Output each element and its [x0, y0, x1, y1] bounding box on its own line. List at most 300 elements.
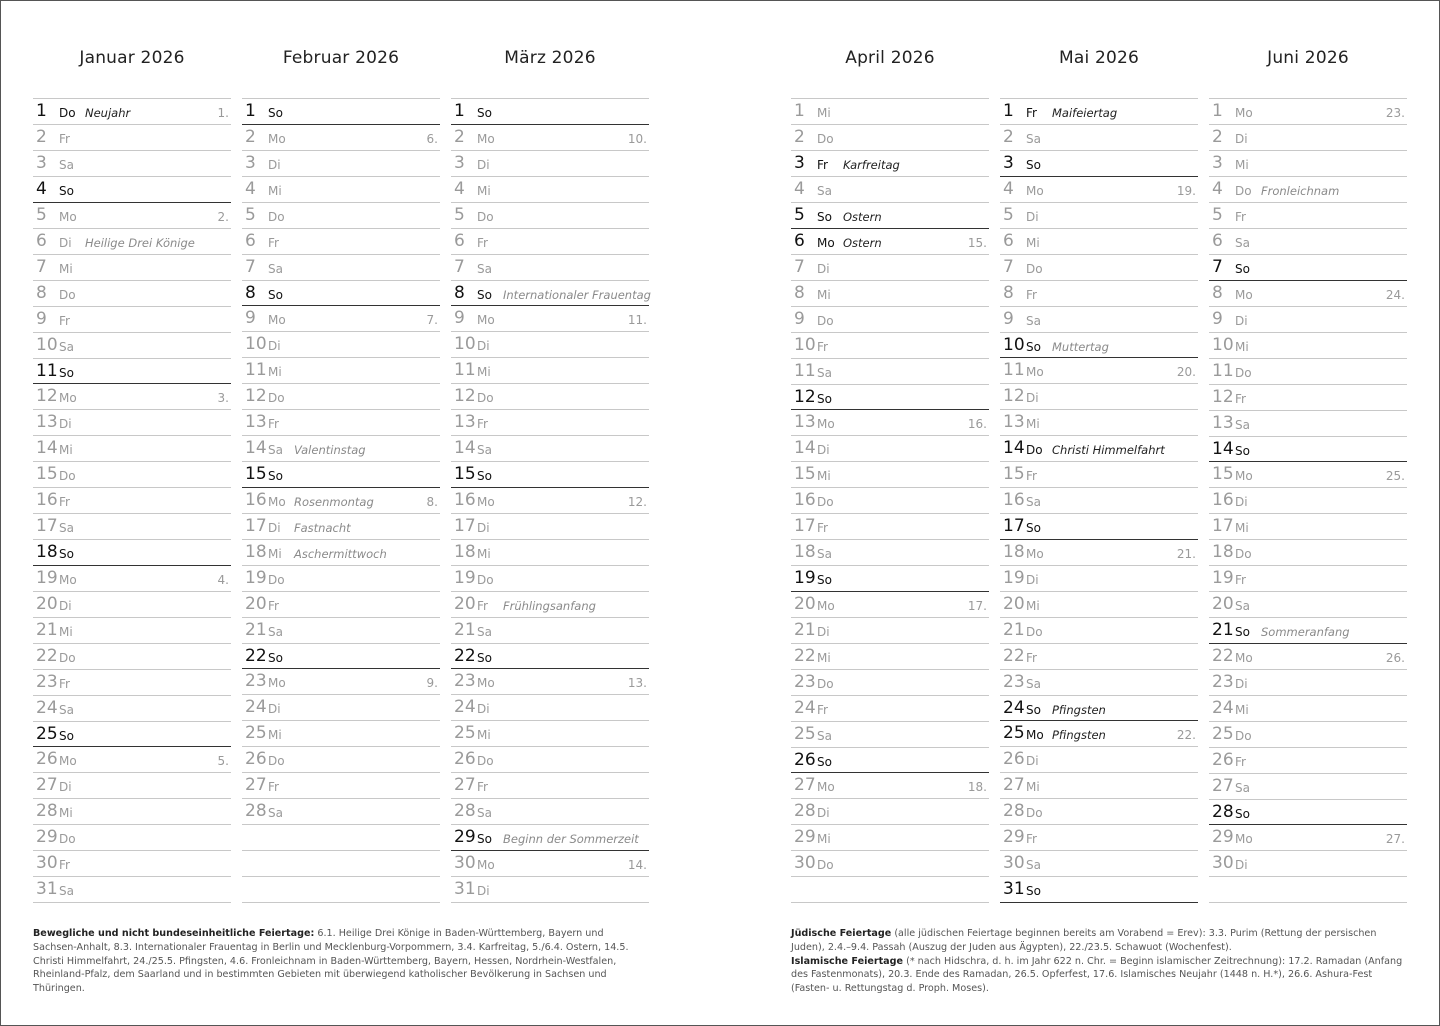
day-row: [791, 333, 989, 359]
day-number: 28: [1212, 801, 1234, 822]
day-row: [1000, 333, 1198, 359]
weekday-label: Sa: [1026, 313, 1041, 328]
day-row: [33, 281, 231, 307]
day-number: 19: [1212, 568, 1234, 588]
weekday-label: Di: [59, 417, 72, 431]
event-label: Christi Himmelfahrt: [1052, 443, 1165, 457]
day-number: 10: [1003, 334, 1025, 355]
weekday-label: Sa: [1235, 236, 1250, 250]
weekday-label: Di: [817, 443, 830, 457]
day-number: 24: [794, 697, 816, 718]
weekday-label: Sa: [1026, 495, 1041, 509]
weekday-label: Mi: [268, 183, 282, 198]
day-row: [33, 410, 231, 436]
day-row: [242, 436, 440, 462]
day-number: 31: [1003, 879, 1025, 899]
day-number: 6: [454, 230, 465, 251]
weekday-label: Fr: [817, 158, 828, 172]
weekday-label: So: [268, 650, 283, 665]
day-row: [451, 592, 649, 618]
weekday-label: Fr: [477, 235, 488, 250]
event-label: Pfingsten: [1052, 702, 1106, 717]
day-number: 18: [454, 541, 476, 562]
weekday-label: Do: [59, 287, 76, 302]
weekday-label: So: [1235, 443, 1250, 458]
weekday-label: So: [1026, 158, 1041, 172]
day-row: [451, 332, 649, 358]
day-number: 3: [1212, 153, 1223, 173]
weekday-label: Di: [817, 624, 830, 639]
day-number: 14: [794, 438, 816, 458]
weekday-label: Di: [59, 598, 72, 613]
day-number: 15: [36, 464, 58, 484]
day-number: 10: [794, 334, 816, 355]
weekday-label: Sa: [817, 365, 832, 380]
day-row: [1209, 696, 1407, 722]
day-number: 17: [454, 515, 476, 536]
weekday-label: Do: [817, 858, 834, 872]
weekday-label: Mi: [477, 728, 491, 742]
day-number: 11: [1003, 360, 1025, 380]
month-title: April 2026: [845, 48, 935, 68]
weekday-label: Sa: [1235, 599, 1250, 613]
day-number: 4: [794, 179, 805, 199]
day-number: 6: [1003, 230, 1014, 251]
day-row: [242, 99, 440, 125]
day-number: 7: [245, 256, 256, 277]
day-number: 12: [794, 386, 816, 407]
weekday-label: Mo: [1026, 183, 1044, 198]
weekday-label: Sa: [477, 624, 492, 639]
day-row: [242, 384, 440, 410]
weekday-label: Mo: [268, 313, 286, 327]
day-row: [242, 799, 440, 825]
day-number: 19: [36, 567, 58, 588]
weekday-label: Do: [1235, 184, 1252, 198]
day-number: 14: [1003, 438, 1025, 458]
day-row: [242, 151, 440, 177]
footnote-right: [791, 927, 1406, 996]
day-row: [1209, 177, 1407, 203]
day-number: 4: [1212, 179, 1223, 199]
day-number: 22: [1212, 645, 1234, 666]
weekday-label: Mo: [1026, 546, 1044, 561]
week-number: 11.: [627, 313, 647, 327]
weekday-label: Sa: [477, 261, 492, 276]
day-row: [242, 306, 440, 332]
week-number: 13.: [627, 676, 647, 690]
weekday-label: Do: [1026, 261, 1043, 276]
weekday-label: Mo: [817, 780, 835, 794]
day-row: [451, 488, 649, 514]
weekday-label: Mi: [1026, 417, 1040, 431]
event-label: Frühlingsanfang: [503, 598, 596, 613]
day-row: [451, 747, 649, 773]
weekday-label: So: [477, 287, 492, 302]
day-row: [33, 255, 231, 281]
day-row: [1209, 774, 1407, 800]
day-row: [242, 566, 440, 592]
weekday-label: Mi: [1026, 598, 1040, 613]
day-row: [1209, 125, 1407, 151]
day-row: [451, 566, 649, 592]
weekday-label: Mo: [59, 391, 77, 405]
weekday-label: Di: [817, 806, 830, 820]
weekday-label: So: [477, 832, 492, 846]
weekday-label: Mi: [59, 443, 73, 457]
day-row: [33, 618, 231, 644]
day-row: [33, 851, 231, 877]
day-number: 8: [794, 282, 805, 303]
day-row: [1209, 307, 1407, 333]
day-number: 30: [36, 853, 58, 873]
weekday-label: Do: [268, 391, 285, 405]
day-number: 16: [454, 489, 476, 510]
week-number: 26.: [1385, 650, 1405, 665]
day-row: [33, 592, 231, 618]
day-number: 12: [1212, 386, 1234, 407]
weekday-label: Sa: [817, 184, 832, 198]
event-label: Pfingsten: [1052, 728, 1106, 742]
day-number: 12: [245, 386, 267, 406]
day-number: 13: [794, 412, 816, 432]
day-number: 3: [794, 153, 805, 173]
day-number: 15: [1003, 464, 1025, 484]
day-row: [33, 696, 231, 722]
day-row: [791, 436, 989, 462]
day-row: [33, 333, 231, 359]
day-row: [33, 514, 231, 540]
day-number: 29: [36, 827, 58, 847]
day-number: 6: [1212, 231, 1223, 251]
day-row: [33, 462, 231, 488]
day-row: [1000, 773, 1198, 799]
day-row: [1209, 333, 1407, 359]
weekday-label: Do: [477, 572, 494, 587]
day-number: 26: [454, 749, 476, 769]
weekday-label: Mi: [817, 106, 831, 120]
day-number: 24: [245, 697, 267, 717]
day-row: [1000, 877, 1198, 903]
day-number: 28: [454, 801, 476, 821]
day-row: [451, 255, 649, 281]
day-number: 2: [794, 127, 805, 147]
weekday-label: Di: [1235, 495, 1248, 509]
footnote-islamic-heading: Islamische Feiertage: [791, 955, 904, 967]
week-number: 6.: [426, 131, 438, 146]
day-number: 14: [36, 438, 58, 458]
day-number: 13: [36, 412, 58, 432]
day-number: 11: [794, 360, 816, 381]
day-row: [1000, 618, 1198, 644]
day-row: [1000, 255, 1198, 281]
weekday-label: Fr: [59, 676, 70, 691]
weekday-label: Di: [59, 235, 72, 250]
weekday-label: Do: [59, 650, 76, 665]
event-label: Rosenmontag: [294, 494, 374, 509]
weekday-label: Do: [1235, 365, 1252, 380]
weekday-label: So: [1235, 806, 1250, 821]
event-label: Aschermittwoch: [294, 546, 387, 561]
weekday-label: Fr: [1235, 754, 1246, 769]
weekday-label: Fr: [1026, 832, 1037, 846]
day-number: 30: [1003, 853, 1025, 873]
weekday-label: Di: [1235, 676, 1248, 691]
weekday-label: Fr: [59, 132, 70, 146]
day-row: [1000, 125, 1198, 151]
day-row: [791, 462, 989, 488]
day-row: [451, 151, 649, 177]
day-list: [242, 98, 440, 903]
day-row: [1000, 281, 1198, 307]
day-number: 21: [454, 619, 476, 640]
day-number: 5: [36, 204, 47, 225]
day-number: 23: [1212, 671, 1234, 692]
day-number: 4: [245, 178, 256, 199]
month-title: Januar 2026: [79, 48, 185, 68]
weekday-label: Mo: [268, 676, 286, 690]
day-row: [33, 877, 231, 903]
day-row: [242, 332, 440, 358]
day-number: 22: [245, 645, 267, 666]
weekday-label: Do: [1235, 547, 1252, 561]
event-label: Heilige Drei Könige: [85, 235, 195, 250]
weekday-label: Sa: [1026, 132, 1041, 146]
day-number: 25: [454, 723, 476, 743]
week-number: 24.: [1385, 287, 1405, 302]
day-row: [33, 488, 231, 514]
day-row: [1209, 255, 1407, 281]
day-number: 23: [794, 671, 816, 692]
weekday-label: Fr: [477, 417, 488, 431]
day-number: 21: [36, 619, 58, 640]
day-number: 3: [454, 152, 465, 173]
day-row: [33, 799, 231, 825]
day-number: 23: [1003, 671, 1025, 692]
day-row: [1000, 307, 1198, 333]
day-number: 30: [454, 852, 476, 873]
day-number: 20: [1003, 593, 1025, 614]
day-number: 5: [1212, 205, 1223, 225]
day-number: 14: [1212, 438, 1234, 459]
day-row: [242, 618, 440, 644]
day-row: [33, 825, 231, 851]
day-row: [33, 125, 231, 151]
day-row: [791, 99, 989, 125]
day-row: [1209, 514, 1407, 540]
weekday-label: Mo: [268, 494, 286, 509]
day-row: [791, 644, 989, 670]
day-number: 8: [245, 282, 256, 303]
day-number: 5: [794, 205, 805, 225]
day-row: [451, 229, 649, 255]
day-number: 16: [794, 490, 816, 510]
weekday-label: Di: [477, 339, 490, 353]
day-row: [1209, 722, 1407, 748]
weekday-label: Do: [477, 754, 494, 768]
weekday-label: Di: [59, 780, 72, 794]
day-row: [33, 203, 231, 229]
weekday-label: Di: [268, 339, 281, 353]
day-number: 26: [245, 749, 267, 769]
day-number: 15: [794, 464, 816, 484]
day-number: 30: [1212, 853, 1234, 873]
weekday-label: Fr: [1026, 106, 1037, 120]
weekday-label: Di: [1235, 313, 1248, 328]
day-number: 20: [454, 593, 476, 614]
weekday-label: Di: [1235, 132, 1248, 146]
day-row: [1000, 99, 1198, 125]
day-row: [451, 281, 649, 307]
weekday-label: Fr: [817, 339, 828, 354]
day-row: [242, 410, 440, 436]
weekday-label: Fr: [817, 702, 828, 717]
weekday-label: Mo: [817, 235, 835, 250]
day-number: 3: [1003, 153, 1014, 173]
day-number: 25: [1003, 723, 1025, 743]
weekday-label: Mi: [268, 728, 282, 742]
day-row: [242, 488, 440, 514]
empty-day-row: [242, 877, 440, 903]
day-row: [1000, 851, 1198, 877]
day-number: 16: [36, 490, 58, 510]
day-row: [1209, 151, 1407, 177]
day-row: [242, 125, 440, 151]
day-row: [242, 358, 440, 384]
day-row: [1209, 825, 1407, 851]
footnote-left: [33, 927, 645, 996]
day-row: [791, 825, 989, 851]
empty-day-row: [1209, 877, 1407, 903]
day-row: [1000, 696, 1198, 722]
day-number: 31: [454, 878, 476, 899]
weekday-label: Mo: [817, 598, 835, 613]
day-row: [242, 281, 440, 307]
day-row: [451, 825, 649, 851]
week-number: 27.: [1385, 832, 1405, 846]
weekday-label: So: [59, 547, 74, 561]
day-row: [33, 99, 231, 125]
weekday-label: Mi: [59, 624, 73, 639]
weekday-label: Mi: [1235, 521, 1249, 535]
event-label: Maifeiertag: [1052, 106, 1118, 120]
day-row: [1209, 229, 1407, 255]
day-number: 2: [1212, 127, 1223, 147]
day-row: [1209, 281, 1407, 307]
day-row: [451, 358, 649, 384]
day-row: [791, 799, 989, 825]
day-number: 13: [1003, 412, 1025, 432]
day-row: [242, 747, 440, 773]
day-row: [791, 696, 989, 722]
day-row: [791, 385, 989, 411]
day-row: [1000, 644, 1198, 670]
day-row: [1000, 410, 1198, 436]
day-number: 22: [794, 645, 816, 666]
weekday-label: Do: [1026, 624, 1043, 639]
day-number: 21: [1212, 620, 1234, 640]
day-number: 13: [454, 412, 476, 432]
day-number: 17: [1003, 516, 1025, 536]
day-number: 11: [1212, 360, 1234, 381]
day-number: 4: [454, 178, 465, 199]
day-number: 15: [454, 464, 476, 484]
week-number: 2.: [217, 209, 229, 224]
week-number: 4.: [217, 572, 229, 587]
day-row: [1209, 748, 1407, 774]
weekday-label: So: [817, 391, 832, 406]
weekday-label: Do: [59, 469, 76, 483]
weekday-label: So: [268, 469, 283, 483]
day-row: [791, 410, 989, 436]
day-row: [33, 773, 231, 799]
day-number: 28: [36, 801, 58, 821]
day-row: [791, 514, 989, 540]
day-row: [791, 540, 989, 566]
event-label: Neujahr: [85, 106, 131, 120]
day-row: [791, 177, 989, 203]
day-number: 11: [454, 360, 476, 380]
day-number: 8: [1212, 282, 1223, 303]
day-row: [1000, 670, 1198, 696]
weekday-label: Mo: [477, 494, 495, 509]
day-row: [1000, 514, 1198, 540]
day-row: [451, 618, 649, 644]
day-number: 1: [1212, 101, 1223, 121]
week-number: 19.: [1176, 183, 1196, 198]
weekday-label: Mo: [1026, 728, 1044, 742]
day-row: [242, 773, 440, 799]
day-number: 22: [1003, 645, 1025, 666]
day-number: 6: [794, 230, 805, 251]
day-number: 9: [1003, 308, 1014, 329]
day-row: [451, 203, 649, 229]
weekday-label: Mi: [1026, 780, 1040, 794]
day-number: 14: [245, 438, 267, 458]
weekday-label: Mi: [1026, 235, 1040, 250]
week-number: 9.: [426, 676, 438, 690]
week-number: 14.: [627, 857, 647, 872]
day-number: 25: [36, 723, 58, 744]
day-row: [242, 255, 440, 281]
day-row: [451, 410, 649, 436]
day-number: 4: [1003, 178, 1014, 199]
weekday-label: So: [59, 184, 74, 198]
week-number: 12.: [627, 494, 647, 509]
weekday-label: Sa: [59, 521, 74, 535]
weekday-label: Fr: [1235, 210, 1246, 224]
day-row: [242, 203, 440, 229]
day-row: [1000, 203, 1198, 229]
day-number: 9: [245, 308, 256, 328]
day-number: 10: [454, 334, 476, 354]
day-row: [1209, 203, 1407, 229]
weekday-label: Mi: [268, 546, 282, 561]
weekday-label: So: [1026, 521, 1041, 535]
day-row: [242, 514, 440, 540]
day-number: 2: [245, 126, 256, 147]
day-row: [451, 695, 649, 721]
day-number: 2: [454, 126, 465, 147]
weekday-label: Di: [268, 520, 281, 535]
day-row: [791, 488, 989, 514]
weekday-label: Di: [817, 261, 830, 276]
day-list: [1209, 98, 1407, 903]
day-row: [33, 177, 231, 203]
day-row: [1209, 437, 1407, 463]
weekday-label: Fr: [268, 417, 279, 431]
weekday-label: Fr: [817, 521, 828, 535]
